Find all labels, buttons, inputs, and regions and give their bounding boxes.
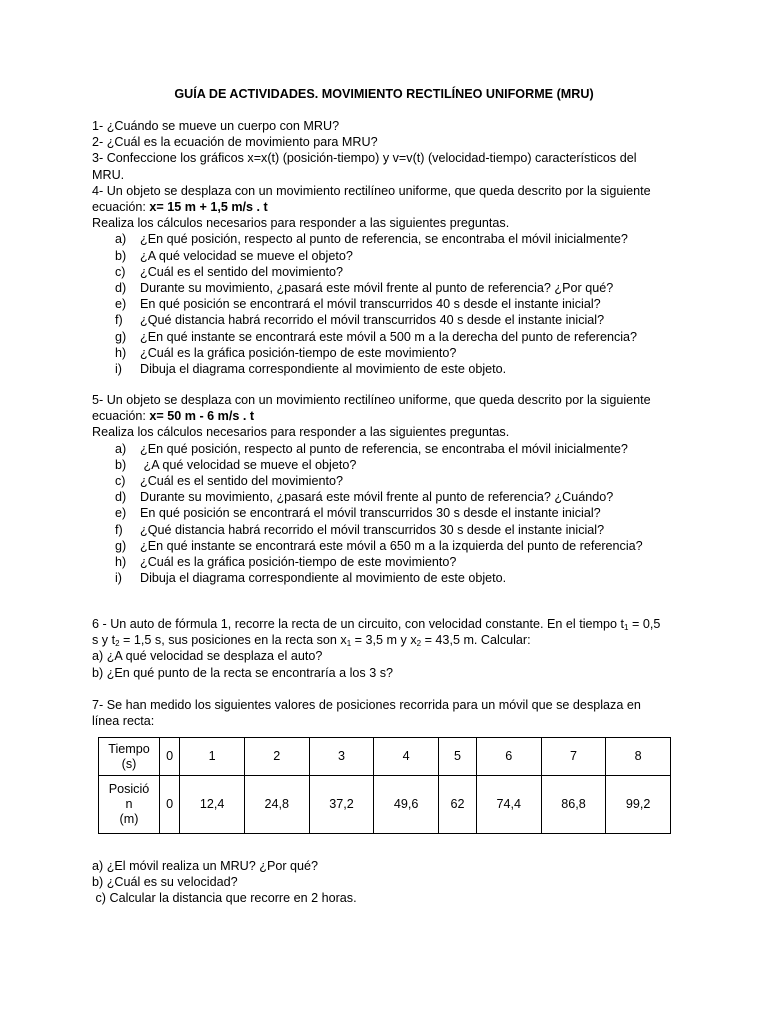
question-5-item: a) ¿En qué posición, respecto al punto de referencia, se encontraba el móvil inicialmente? [115,441,628,456]
table-cell: 6 [476,738,541,776]
question-7-a: a) ¿El móvil realiza un MRU? ¿Por qué? [92,859,319,873]
question-7 [92,697,692,729]
question-3-line-2: MRU. [92,167,125,182]
question-1: 1- ¿Cuándo se mueve un cuerpo con MRU? [92,119,340,133]
question-2: 2- ¿Cuál es la ecuación de movimiento para MRU? [92,135,378,150]
question-5-line-2 [92,408,692,424]
question-6-a: a) ¿A qué velocidad se desplaza el auto? [92,649,323,664]
question-5-item: e) En qué posición se encontrará el móvil transcurridos 30 s desde el instante inicial? [115,506,601,521]
table-cell: 0 [160,776,180,834]
question-5-item: h) ¿Cuál es la gráfica posición-tiempo de este movimiento? [115,555,457,570]
question-4-item: i) Dibuja el diagrama correspondiente al movimiento de este objeto. [115,362,507,377]
table-cell: 4 [374,738,439,776]
table-row [99,776,671,834]
question-5-item: i) Dibuja el diagrama correspondiente al movimiento de este objeto. [115,571,507,586]
questions-1-4 [92,118,692,377]
question-6-b: b) ¿En qué punto de la recta se encontraría a los 3 s? [92,665,394,680]
question-5-intro: Realiza los cálculos necesarios para responder a las siguientes preguntas. [92,425,510,440]
table-cell: 24,8 [244,776,309,834]
table-row [99,738,671,776]
table-cell: 86,8 [541,776,606,834]
position-time-table [98,737,671,834]
question-7-c: c) Calcular la distancia que recorre en 2 horas. [92,891,357,906]
question-6-line-2: s y $t_2 = 1,5$ s, sus posiciones en la recta son $x_1 = 3,5$ m y $x_2 = 43,5$ m. Calcular: [92,633,531,649]
question-5-line-1: 5- Un objeto se desplaza con un movimiento rectilíneo uniforme, que queda descrito por la siguiente [92,393,651,407]
question-4-item: h) ¿Cuál es la gráfica posición-tiempo de este movimiento? [115,345,457,360]
question-4-item: f) ¿Qué distancia habrá recorrido el móvil transcurridos 40 s desde el instante inicial? [115,313,605,328]
table-cell: 5 [438,738,476,776]
question-7-line-2: línea recta: [92,714,155,729]
table-cell: 99,2 [606,776,671,834]
question-3-line-1: 3- Confeccione los gráficos x=x(t) (posición-tiempo) y v=v(t) (velocidad-tiempo) característicos del [92,151,637,166]
question-4-item: a) ¿En qué posición, respecto al punto de referencia, se encontraba el móvil inicialmente? [115,232,628,247]
question-6 [92,616,692,681]
question-4-line-1: 4- Un objeto se desplaza con un movimiento rectilíneo uniforme, que queda descrito por la siguiente [92,183,651,198]
question-7-subquestions [92,858,692,907]
table-cell: 74,4 [476,776,541,834]
table-cell: 1 [180,738,245,776]
question-5-item: d) Durante su movimiento, ¿pasará este móvil frente al punto de referencia? ¿Cuándo? [115,490,614,505]
equation-5: x= 50 m - 6 m/s . t [149,409,255,424]
table-cell: 2 [244,738,309,776]
question-4-intro: Realiza los cálculos necesarios para responder a las siguientes preguntas. [92,216,510,231]
question-4-item: d) Durante su movimiento, ¿pasará este móvil frente al punto de referencia? ¿Por qué? [115,281,614,296]
question-4-item: b) ¿A qué velocidad se mueve el objeto? [115,248,353,263]
table-cell: 49,6 [374,776,439,834]
table-cell: 7 [541,738,606,776]
table-row-header: Tiempo (s) [99,738,160,776]
equation-prefix: ecuación: [92,200,150,215]
question-6-line-1: 6 - Un auto de fórmula 1, recorre la recta de un circuito, con velocidad constante. En el tiempo $t_1 = 0,5$ [92,617,661,632]
table-cell: 37,2 [309,776,374,834]
question-5 [92,392,692,586]
table-cell: 3 [309,738,374,776]
question-7-b: b) ¿Cuál es su velocidad? [92,875,238,890]
question-7-line-1: 7- Se han medido los siguientes valores de posiciones recorrida para un móvil que se desplaza en [92,698,641,712]
question-4-item: c) ¿Cuál es el sentido del movimiento? [115,264,344,279]
question-5-item: g) ¿En qué instante se encontrará este móvil a 650 m a la izquierda del punto de referencia? [115,538,643,553]
equation-4: x= 15 m + 1,5 m/s . t [149,200,268,215]
table-cell: 12,4 [180,776,245,834]
equation-prefix: ecuación: [92,409,150,424]
question-5-item: f) ¿Qué distancia habrá recorrido el móvil transcurridos 30 s desde el instante inicial? [115,522,605,537]
question-5-item: c) ¿Cuál es el sentido del movimiento? [115,474,344,489]
page-title: GUÍA DE ACTIVIDADES. MOVIMIENTO RECTILÍNEO UNIFORME (MRU) [174,87,594,101]
table-row-header: Posició n (m) [99,776,160,834]
question-4-line-2 [92,199,692,215]
table-cell: 0 [160,738,180,776]
question-4-item: e) En qué posición se encontrará el móvil transcurridos 40 s desde el instante inicial? [115,297,601,312]
table-cell: 62 [438,776,476,834]
question-5-item: b) ¿A qué velocidad se mueve el objeto? [115,457,357,472]
question-4-item: g) ¿En qué instante se encontrará este móvil a 500 m a la derecha del punto de referencia? [115,329,638,344]
table-cell: 8 [606,738,671,776]
